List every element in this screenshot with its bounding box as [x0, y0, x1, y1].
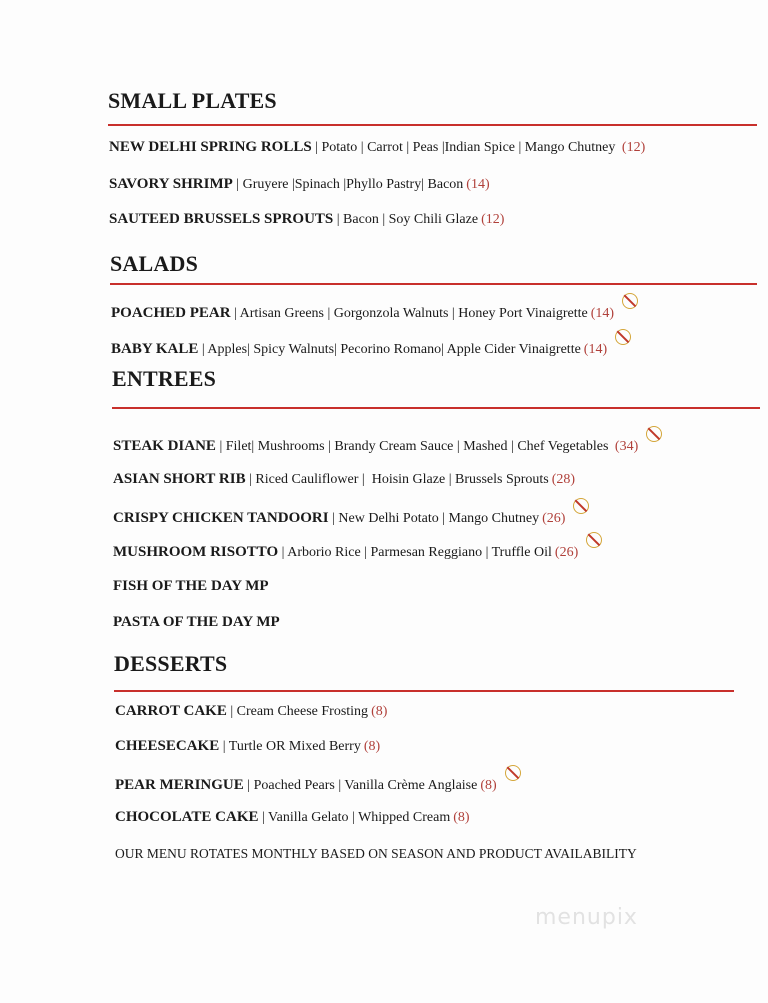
menu-item: [109, 211, 504, 228]
item-price: (8): [363, 739, 381, 754]
gluten-free-icon: [622, 293, 638, 309]
item-details: | Arborio Rice | Parmesan Reggiano | Truffle Oil: [278, 545, 552, 560]
menu-item: [113, 506, 589, 527]
gluten-free-icon: [573, 498, 589, 514]
item-name: CARROT CAKE: [115, 703, 227, 719]
menu-item: [115, 703, 387, 720]
item-details: | New Delhi Potato | Mango Chutney: [328, 511, 540, 526]
item-price: (26): [542, 511, 566, 526]
section-title: SMALL PLATES: [108, 88, 277, 113]
gluten-free-icon: [505, 765, 521, 781]
item-details: | Filet| Mushrooms | Brandy Cream Sauce | Mashed | Chef Vegetables: [215, 439, 612, 454]
item-name: CRISPY CHICKEN TANDOORI: [113, 510, 329, 526]
item-details: | Apples| Spicy Walnuts| Pecorino Romano| Apple Cider Vinaigrette: [198, 342, 581, 357]
item-name: FISH OF THE DAY MP: [113, 578, 269, 594]
gluten-free-icon: [646, 426, 662, 442]
section-divider: [108, 124, 757, 126]
item-price: (8): [453, 810, 470, 825]
item-name: CHEESECAKE: [115, 738, 220, 754]
item-details: | Bacon | Soy Chili Glaze: [333, 212, 479, 227]
item-name: PASTA OF THE DAY MP: [113, 614, 280, 630]
item-details: | Poached Pears | Vanilla Crème Anglaise: [243, 778, 478, 793]
section-title: SALADS: [110, 251, 199, 276]
item-name: STEAK DIANE: [113, 438, 216, 454]
item-name: NEW DELHI SPRING ROLLS: [109, 139, 312, 155]
menu-item: [113, 434, 662, 455]
menu-item: [111, 337, 631, 358]
item-name: CHOCOLATE CAKE: [115, 809, 259, 825]
menu-item: [113, 614, 280, 631]
item-price: (14): [466, 177, 490, 192]
section-divider: [112, 407, 760, 409]
menu-item: [115, 773, 521, 794]
item-price: (12): [621, 140, 646, 155]
menu-item: [115, 809, 470, 826]
section-divider: [110, 283, 757, 285]
gluten-free-icon: [586, 532, 602, 548]
item-details: | Riced Cauliflower | Hoisin Glaze | Brussels Sprouts: [245, 472, 549, 487]
watermark-logo: menupix: [535, 905, 638, 930]
section-title: DESSERTS: [114, 651, 228, 676]
item-name: MUSHROOM RISOTTO: [113, 544, 279, 560]
item-name: SAUTEED BRUSSELS SPROUTS: [109, 211, 334, 227]
gluten-free-icon: [615, 329, 631, 345]
menu-item: [113, 471, 575, 488]
menu-item: [109, 139, 645, 156]
menu-item: [111, 301, 638, 322]
item-price: (12): [481, 212, 505, 227]
menu-item: [113, 540, 602, 561]
item-price: (14): [590, 306, 615, 321]
item-price: (28): [551, 472, 576, 487]
item-price: (8): [371, 704, 388, 719]
section-divider: [114, 690, 734, 692]
item-details: | Vanilla Gelato | Whipped Cream: [258, 810, 451, 825]
item-details: | Artisan Greens | Gorgonzola Walnuts | Honey Port Vinaigrette: [230, 306, 588, 321]
item-details: | Gruyere |Spinach |Phyllo Pastry| Bacon: [232, 177, 464, 192]
item-details: | Cream Cheese Frosting: [226, 704, 369, 719]
item-price: (14): [583, 342, 608, 357]
item-price: (26): [554, 545, 579, 560]
item-price: (8): [480, 778, 497, 793]
menu-footer-note: OUR MENU ROTATES MONTHLY BASED ON SEASON AND PRODUCT AVAILABILITY: [115, 846, 637, 861]
menu-item: [109, 176, 490, 193]
item-name: PEAR MERINGUE: [115, 777, 244, 793]
menu-item: [115, 738, 380, 755]
section-title: ENTREES: [112, 366, 217, 391]
item-name: BABY KALE: [111, 341, 199, 357]
item-name: POACHED PEAR: [111, 305, 231, 321]
item-details: | Potato | Carrot | Peas |Indian Spice | Mango Chutney: [311, 140, 619, 155]
item-name: ASIAN SHORT RIB: [113, 471, 246, 487]
menu-item: [113, 578, 269, 595]
item-price: (34): [614, 439, 639, 454]
item-details: | Turtle OR Mixed Berry: [219, 739, 361, 754]
item-name: SAVORY SHRIMP: [109, 176, 233, 192]
